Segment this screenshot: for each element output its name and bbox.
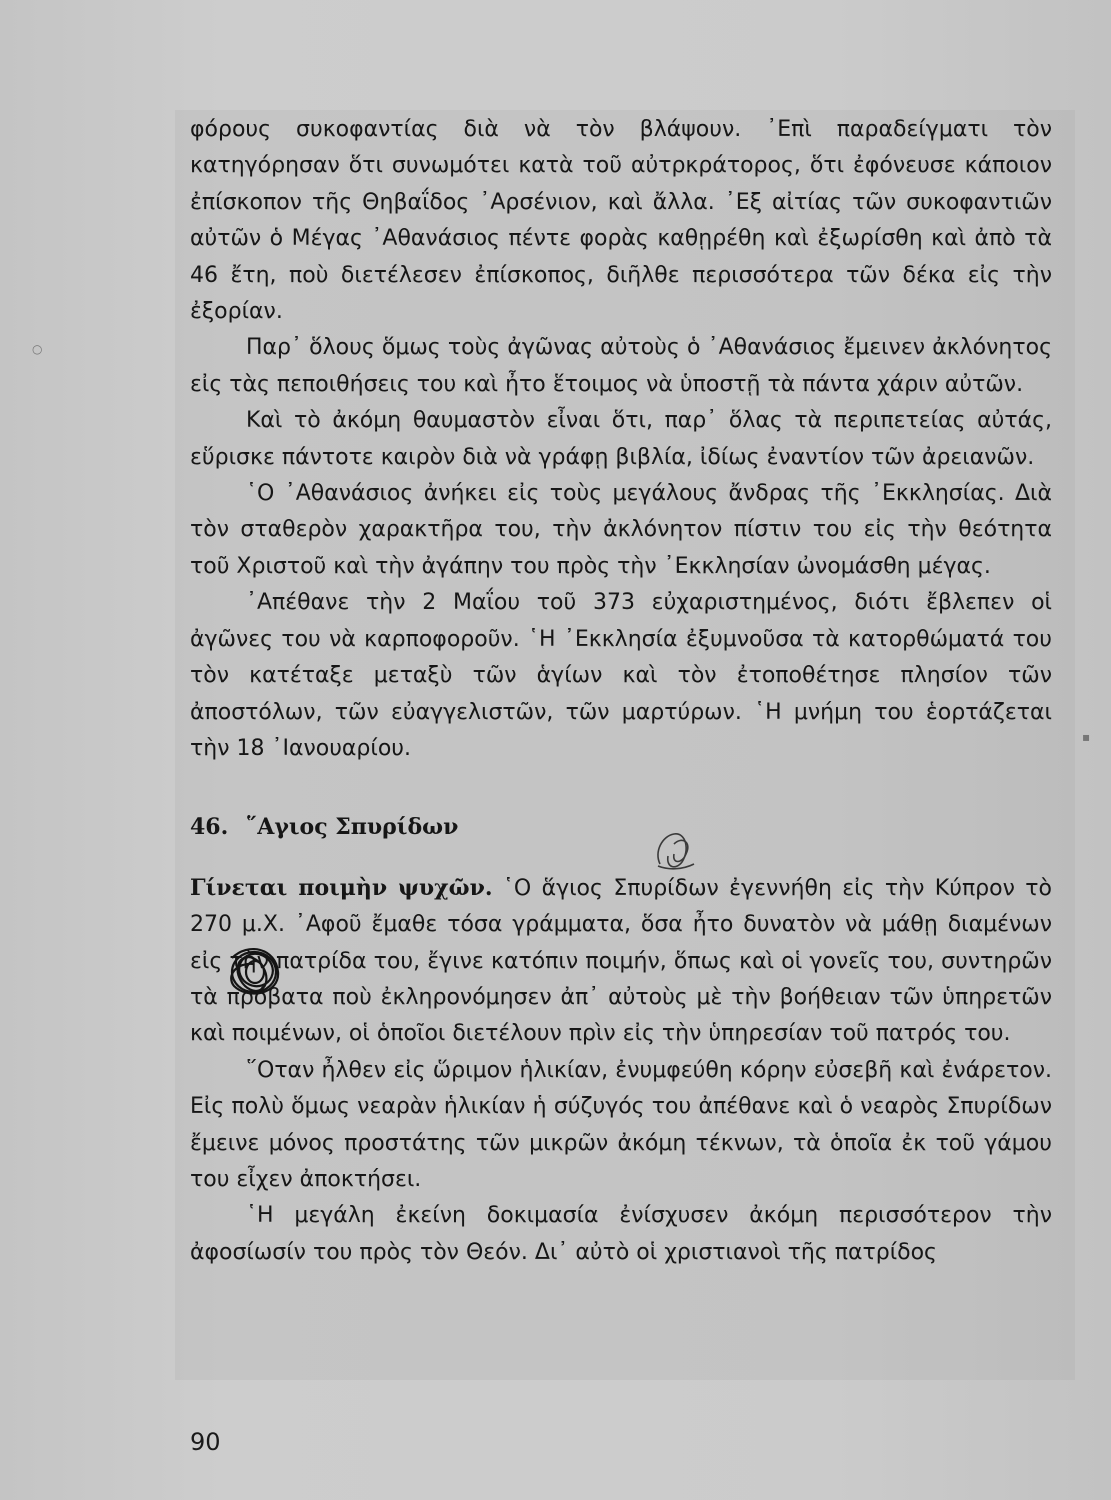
- paragraph-continued: φόρους συκοφαντίας διὰ νὰ τὸν βλάψουν. ᾿Επὶ παραδείγματι τὸν κατηγόρησαν ὅτι συνωμότει κατὰ τοῦ αὐτρκράτορος, ὅτι ἐφόνευσε κάποιον ἐπίσκοπον τῆς Θηβαΐδος ᾿Αρσένιον, καὶ ἄλλα. ᾿Εξ αἰτίας τῶν συκοφαντιῶν αὐτῶν ὁ Μέγας ᾿Αθανάσιος πέντε φορὰς καθῃρέθη καὶ ἐξωρίσθη καὶ ἀπὸ τὰ 46 ἔτη, ποὺ διετέλεσεν ἐπίσκοπος, διῆλθε περισσότερα τῶν δέκα εἰς τὴν ἐξορίαν.: [190, 117, 1052, 325]
- section-paragraph: ῞Οταν ἦλθεν εἰς ὥριμον ἡλικίαν, ἐνυμφεύθη κόρην εὐσεβῆ καὶ ἐνάρετον. Εἰς πολὺ ὅμως νεαρὰν ἡλικίαν ἡ σύζυγός του ἀπέθανε καὶ ὁ νεαρὸς Σπυρίδων ἔμεινε μόνος προστάτης τῶν μικρῶν ἀκόμη τέκνων, τὰ ὁποῖα ἐκ τοῦ γάμου του εἶχεν ἀποκτήσει.: [190, 1057, 1052, 1192]
- margin-mark-icon: ○: [32, 342, 43, 356]
- margin-mark-icon: ▪: [1082, 730, 1091, 744]
- page-number: 90: [190, 1428, 221, 1456]
- section-paragraph-text: ῾Ο ἅγιος Σπυρίδων ἐγεννήθη εἰς τὴν Κύπρον τὸ 270 μ.Χ. ᾿Αφοῦ ἔμαθε τόσα γράμματα, ὅσα ἦτο δυνατὸν νὰ μάθῃ διαμένων εἰς τὴν πατρίδα του, ἔγινε κατόπιν ποιμήν, ὅπως καὶ οἱ γονεῖς του, συντηρῶν τὰ πρόβατα ποὺ ἐκληρονόμησεν ἀπ᾿ αὐτοὺς μὲ τὴν βοήθειαν τῶν ὑπηρετῶν καὶ ποιμένων, οἱ ὁποῖοι διετέλουν πρὶν εἰς τὴν ὑπηρεσίαν τοῦ πατρός του.: [190, 875, 1052, 1047]
- page-body: [190, 112, 1052, 1271]
- run-in-heading: Γίνεται ποιμὴν ψυχῶν.: [190, 874, 493, 901]
- pen-loop-icon: [648, 820, 708, 880]
- paragraph: ᾿Απέθανε τὴν 2 Μαΐου τοῦ 373 εὐχαριστημένος, διότι ἔβλεπεν οἱ ἀγῶνες του νὰ καρποφοροῦν. ῾Η ᾿Εκκλησία ἐξυμνοῦσα τὰ κατορθώματά του τὸν κατέταξε μεταξὺ τῶν ἁγίων καὶ τὸν ἐτοποθέτησε πλησίον τῶν ἀποστόλων, τῶν εὐαγγελιστῶν, τῶν μαρτύρων. ῾Η μνήμη του ἑορτάζεται τὴν 18 ᾿Ιανουαρίου.: [190, 590, 1052, 761]
- paragraph: Καὶ τὸ ἀκόμη θαυμαστὸν εἶναι ὅτι, παρ᾿ ὅλας τὰ περιπετείας αὐτάς, εὕρισκε πάντοτε καιρὸν διὰ νὰ γράφῃ βιβλία, ἰδίως ἐναντίον τῶν ἀρειανῶν.: [190, 408, 1052, 470]
- section-title: ῞Αγιος Σπυρίδων: [246, 814, 459, 841]
- section-number: 46.: [190, 814, 229, 841]
- section-paragraph: [190, 870, 1052, 1053]
- pen-scribble-icon: [218, 938, 290, 1006]
- paragraph: ῾Ο ᾿Αθανάσιος ἀνήκει εἰς τοὺς μεγάλους ἄνδρας τῆς ᾿Εκκλησίας. Διὰ τὸν σταθερὸν χαρακτῆρα του, τὴν ἀκλόνητον πίστιν του εἰς τὴν θεότητα τοῦ Χριστοῦ καὶ τὴν ἀγάπην του πρὸς τὴν ᾿Εκκλησίαν ὠνομάσθη μέγας.: [190, 481, 1052, 579]
- section-heading: [190, 809, 1052, 845]
- paragraph: Παρ᾿ ὅλους ὅμως τοὺς ἀγῶνας αὐτοὺς ὁ ᾿Αθανάσιος ἔμεινεν ἀκλόνητος εἰς τὰς πεποιθήσεις του καὶ ἦτο ἕτοιμος νὰ ὑποστῇ τὰ πάντα χάριν αὐτῶν.: [190, 335, 1052, 397]
- section-paragraph: ῾Η μεγάλη ἐκείνη δοκιμασία ἐνίσχυσεν ἀκόμη περισσότερον τὴν ἀφοσίωσίν του πρὸς τὸν Θεόν. Δι᾿ αὐτὸ οἱ χριστιανοὶ τῆς πατρίδος: [190, 1203, 1052, 1265]
